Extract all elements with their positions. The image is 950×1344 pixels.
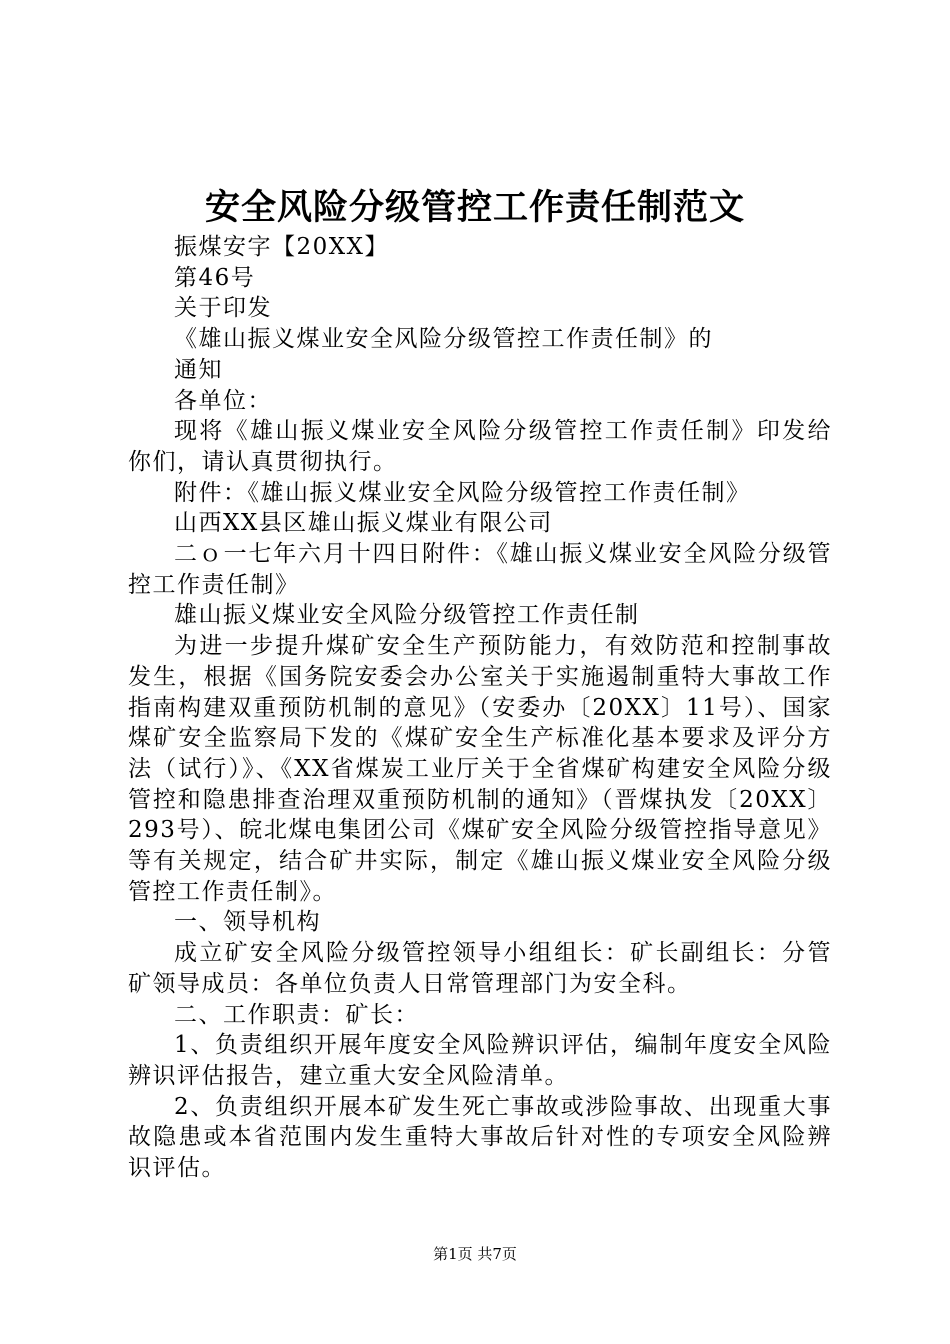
notice-heading-line1: 关于印发	[174, 295, 272, 322]
paragraph: 现将《雄山振义煤业安全风险分级管控工作责任制》印发给你们，请认真贯彻执行。	[128, 418, 832, 475]
paragraph: 为进一步提升煤矿安全生产预防能力，有效防范和控制事故发生，根据《国务院安委会办公室关于实施遏制重特大事故工作指南构建双重预防机制的意见》（安委办〔20XX〕11号）、国家煤矿安全监察局下发的《煤矿安全生产标准化基本要求及评分方法（试行）》、《XX省煤炭工业厅关于全省煤矿构建安全风险分级管控和隐患排查治理双重预防机制的通知》（晋煤执发〔20XX〕293号）、皖北煤电集团公司《煤矿安全风险分级管控指导意见》等有关规定，结合矿井实际，制定《雄山振义煤业安全风险分级管控工作责任制》。	[128, 633, 832, 905]
addressee: 各单位：	[174, 387, 272, 414]
doc-number: 振煤安字【20XX】	[174, 234, 390, 260]
attachment-line: 附件：《雄山振义煤业安全风险分级管控工作责任制》	[174, 479, 751, 506]
notice-heading-line3: 通知	[174, 356, 223, 383]
paragraph: 成立矿安全风险分级管控领导小组组长：矿长副组长：分管矿领导成员：各单位负责人日常管理部门为安全科。	[128, 940, 832, 997]
page-footer: 第1页 共7页	[433, 1245, 517, 1263]
date-attachment-line: 二ｏ一七年六月十四日附件：《雄山振义煤业安全风险分级管控工作责任制》	[128, 541, 832, 598]
section-heading: 二、工作职责：矿长：	[174, 1001, 419, 1028]
issuer-line: 山西XX县区雄山振义煤业有限公司	[174, 510, 553, 537]
section-heading: 一、领导机构	[174, 909, 321, 936]
document-body	[128, 232, 832, 1184]
document-title: 安全风险分级管控工作责任制范文	[204, 187, 745, 228]
list-item: 1、负责组织开展年度安全风险辨识评估，编制年度安全风险辨识评估报告，建立重大安全风险清单。	[128, 1032, 832, 1089]
section-title: 雄山振义煤业安全风险分级管控工作责任制	[174, 602, 640, 629]
doc-serial: 第46号	[174, 264, 256, 291]
list-item: 2、负责组织开展本矿发生死亡事故或涉险事故、出现重大事故隐患或本省范围内发生重特大事故后针对性的专项安全风险辨识评估。	[128, 1093, 832, 1182]
notice-heading-line2: 《雄山振义煤业安全风险分级管控工作责任制》的	[174, 326, 713, 353]
